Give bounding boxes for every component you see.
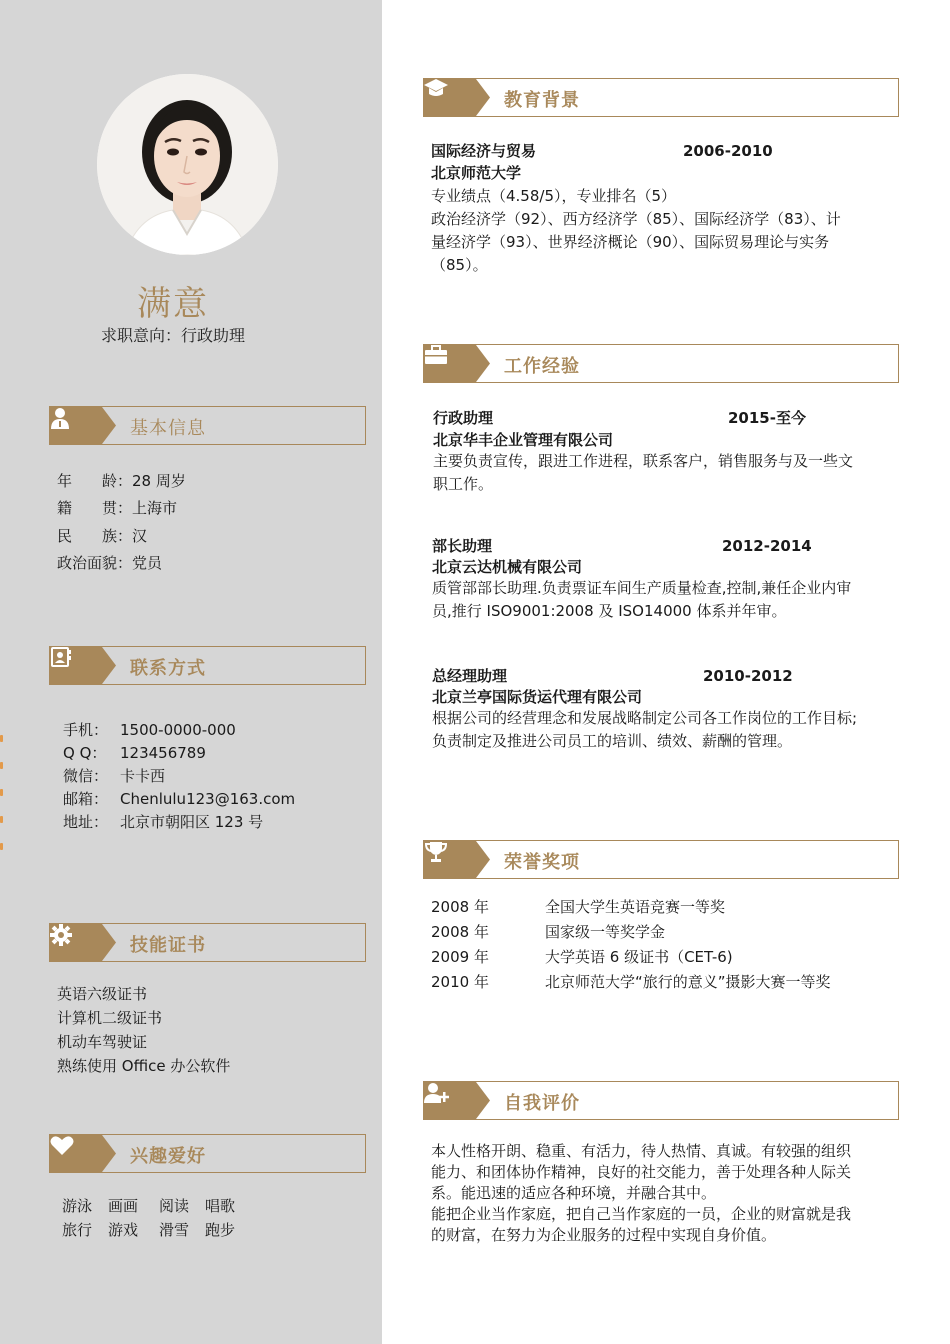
work-company: 北京云达机械有限公司 <box>432 558 583 576</box>
job-intent-value: 行政助理 <box>181 326 246 345</box>
section-header-contact <box>49 646 366 685</box>
contact-value: 1500-0000-000 <box>120 721 236 739</box>
basic-info-row <box>57 497 177 518</box>
honor-year: 2008 年 <box>431 923 489 941</box>
contact-row <box>63 811 263 832</box>
contact-value: 北京市朝阳区 123 号 <box>120 813 264 831</box>
contact-value: 卡卡西 <box>120 767 166 785</box>
text-line: 量经济学（93）、世界经济概论（90）、国际贸易理论与实务 <box>431 233 830 251</box>
work-period: 2015-至今 <box>728 409 806 427</box>
heart-icon <box>50 1135 102 1172</box>
main-content <box>382 0 950 1344</box>
info-label: 民 族： <box>57 527 133 545</box>
text-line: 政治经济学（92）、西方经济学（85）、国际经济学（83）、计 <box>431 210 841 228</box>
honor-award: 北京师范大学“旅行的意义”摄影大赛一等奖 <box>545 973 831 991</box>
work-title: 部长助理 <box>432 537 493 555</box>
honor-award: 大学英语 6 级证书（CET-6) <box>545 948 733 966</box>
list-item: 计算机二级证书 <box>57 1009 163 1027</box>
text-line: 负责制定及推进公司员工的培训、绩效、薪酬的管理。 <box>432 732 793 750</box>
text-line: 根据公司的经营理念和发展战略制定公司各工作岗位的工作目标; <box>432 709 858 727</box>
section-title-self: 自我评价 <box>504 1093 580 1114</box>
text-line: 的财富，在努力为企业服务的过程中实现自身价值。 <box>431 1226 777 1244</box>
info-label: 政治面貌： <box>57 554 133 572</box>
add-user-icon <box>424 1082 476 1119</box>
work-company: 北京华丰企业管理有限公司 <box>433 431 614 449</box>
work-company: 北京兰亭国际货运代理有限公司 <box>432 688 643 706</box>
contact-row <box>63 788 295 809</box>
trophy-icon <box>424 841 476 878</box>
work-desc <box>432 577 902 623</box>
education-period: 2006-2010 <box>683 142 773 160</box>
hobby-item: 旅行 <box>62 1221 93 1239</box>
education-gpa: 专业绩点（4.58/5），专业排名（5） <box>431 187 677 205</box>
section-header-work <box>423 344 899 383</box>
user-icon <box>50 407 102 444</box>
section-title-skills: 技能证书 <box>130 935 206 956</box>
hobby-item: 画画 <box>108 1197 139 1215</box>
work-title: 总经理助理 <box>432 667 508 685</box>
hobby-item: 游戏 <box>108 1221 139 1239</box>
work-desc <box>432 707 912 753</box>
work-title: 行政助理 <box>433 409 494 427</box>
basic-info-row <box>57 470 186 491</box>
hobby-item: 游泳 <box>62 1197 93 1215</box>
hobby-item: 阅读 <box>159 1197 190 1215</box>
text-line: 能力、和团体协作精神，良好的社交能力，善于处理各种人际关 <box>431 1163 852 1181</box>
section-header-honors <box>423 840 899 879</box>
list-item: 英语六级证书 <box>57 985 148 1003</box>
work-period: 2012-2014 <box>722 537 812 555</box>
honor-year: 2009 年 <box>431 948 489 966</box>
honor-year: 2008 年 <box>431 898 489 916</box>
contact-row <box>63 765 165 786</box>
text-line: 系。能迅速的适应各种环境，并融合其中。 <box>431 1184 717 1202</box>
hobby-item: 跑步 <box>205 1221 236 1239</box>
text-line: （85）。 <box>431 256 488 274</box>
basic-info-row <box>57 525 147 546</box>
education-school: 北京师范大学 <box>431 164 522 182</box>
list-item: 熟练使用 Office 办公软件 <box>57 1057 231 1075</box>
contact-row <box>63 719 236 740</box>
work-period: 2010-2012 <box>703 667 793 685</box>
info-value: 汉 <box>132 527 148 545</box>
sidebar <box>0 0 382 1344</box>
info-value: 党员 <box>132 554 163 572</box>
section-header-education <box>423 78 899 117</box>
section-header-self <box>423 1081 899 1120</box>
section-header-basic <box>49 406 366 445</box>
section-title-contact: 联系方式 <box>130 658 206 679</box>
contact-value: Chenlulu123@163.com <box>120 790 296 808</box>
avatar <box>97 74 278 255</box>
section-title-hobbies: 兴趣爱好 <box>130 1146 206 1167</box>
hobby-item: 滑雪 <box>159 1221 190 1239</box>
section-title-honors: 荣誉奖项 <box>504 852 580 873</box>
job-intent-label: 求职意向： <box>100 326 181 345</box>
section-header-skills <box>49 923 366 962</box>
contact-label: Q Q： <box>63 744 107 762</box>
info-value: 28 周岁 <box>132 472 186 490</box>
contact-label: 邮箱： <box>63 790 109 808</box>
contact-row <box>63 742 206 763</box>
basic-info-row <box>57 552 162 573</box>
honor-award: 国家级一等奖学金 <box>545 923 666 941</box>
contact-value: 123456789 <box>120 744 206 762</box>
info-label: 年 龄： <box>57 472 133 490</box>
honor-year: 2010 年 <box>431 973 489 991</box>
education-courses <box>431 208 901 277</box>
contact-label: 地址： <box>63 813 109 831</box>
section-header-hobbies <box>49 1134 366 1173</box>
skills-list <box>57 982 230 1078</box>
text-line: 本人性格开朗、稳重、有活力，待人热情、真诚。有较强的组织 <box>431 1142 852 1160</box>
info-label: 籍 贯： <box>57 499 133 517</box>
graduation-cap-icon <box>424 79 476 116</box>
text-line: 职工作。 <box>433 475 494 493</box>
hobby-item: 唱歌 <box>205 1197 236 1215</box>
education-major: 国际经济与贸易 <box>431 142 537 160</box>
text-line: 员,推行 ISO9001:2008 及 ISO14000 体系并年审。 <box>432 602 787 620</box>
briefcase-icon <box>424 345 476 382</box>
candidate-name: 满意 <box>137 284 209 324</box>
contact-label: 手机： <box>63 721 109 739</box>
text-line: 主要负责宣传，跟进工作进程，联系客户，销售服务与及一些文 <box>433 452 854 470</box>
job-intent <box>0 323 346 346</box>
honor-award: 全国大学生英语竞赛一等奖 <box>545 898 726 916</box>
list-item: 机动车驾驶证 <box>57 1033 148 1051</box>
section-title-work: 工作经验 <box>504 356 580 377</box>
section-title-basic: 基本信息 <box>130 418 206 439</box>
gear-icon <box>50 924 102 961</box>
self-evaluation <box>431 1141 911 1246</box>
contact-label: 微信： <box>63 767 109 785</box>
section-title-education: 教育背景 <box>504 90 580 111</box>
text-line: 质管部部长助理.负责票证车间生产质量检查,控制,兼任企业内审 <box>432 579 852 597</box>
contact-book-icon <box>50 647 102 684</box>
work-desc <box>433 450 903 496</box>
info-value: 上海市 <box>132 499 178 517</box>
text-line: 能把企业当作家庭，把自己当作家庭的一员，企业的财富就是我 <box>431 1205 852 1223</box>
decorative-dots <box>0 735 4 870</box>
